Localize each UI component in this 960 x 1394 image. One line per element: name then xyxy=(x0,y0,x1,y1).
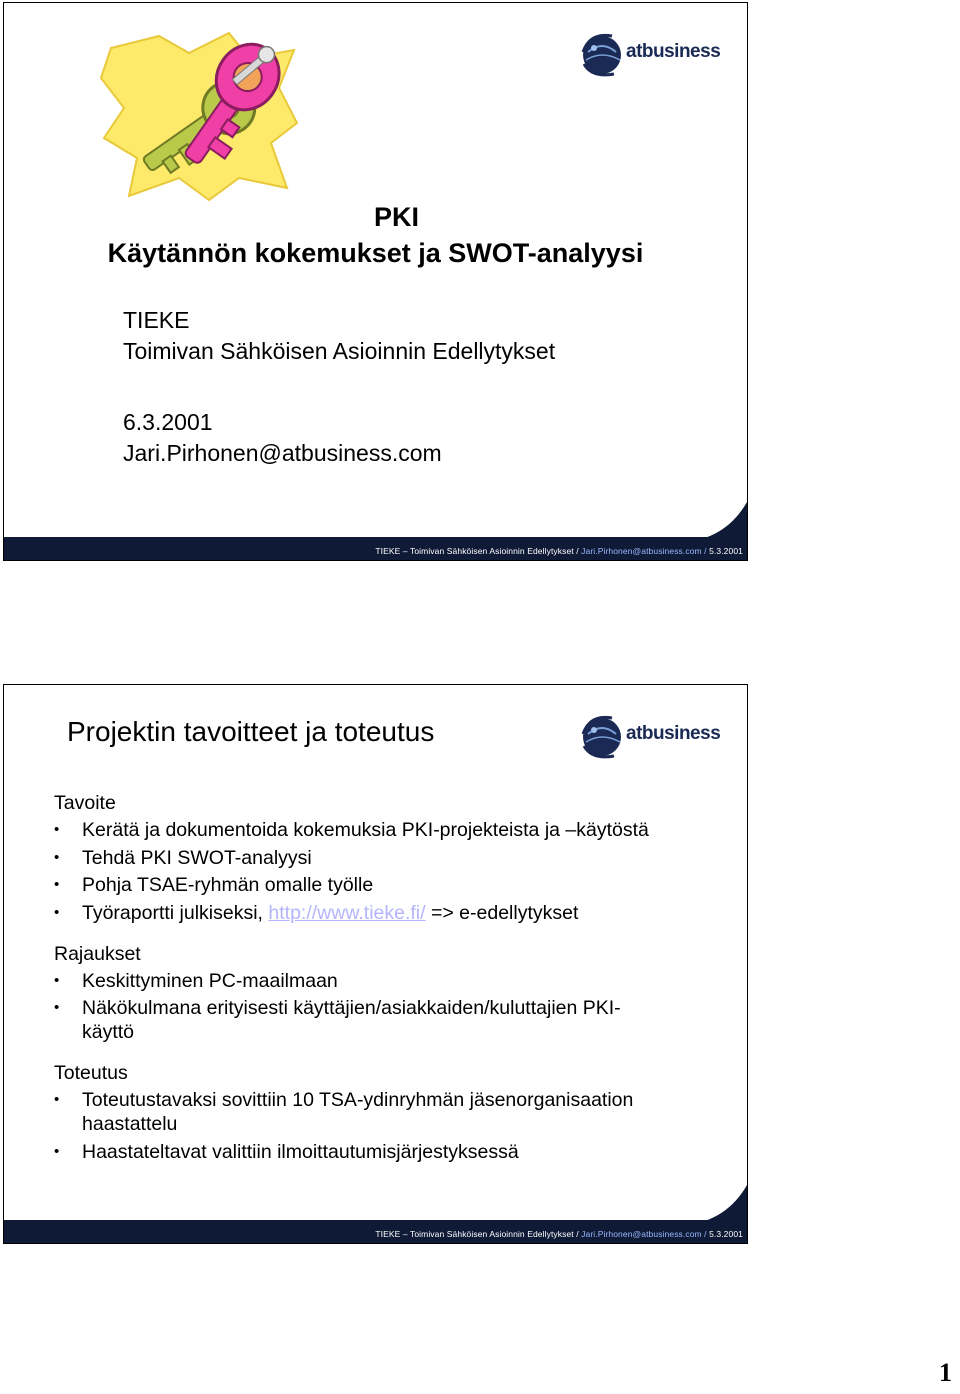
footer-event: TIEKE – Toimivan Sähköisen Asioinnin Edellytykset / xyxy=(375,546,582,556)
list-item xyxy=(54,873,694,897)
event-name: Toimivan Sähköisen Asioinnin Edellytykset xyxy=(123,338,556,364)
list-item-text: Pohja TSAE-ryhmän omalle työlle xyxy=(82,874,374,896)
author-email: Jari.Pirhonen@atbusiness.com xyxy=(123,440,442,466)
bullet-dot: • xyxy=(54,903,60,921)
title-slide xyxy=(3,2,748,561)
bullet-list xyxy=(54,1088,694,1164)
footer-text xyxy=(375,1229,743,1239)
footer-date: 5.3.2001 xyxy=(709,1229,743,1239)
section-implementation xyxy=(54,1061,694,1164)
logo-text: atbusiness xyxy=(626,723,721,744)
bullet-dot: • xyxy=(54,821,60,838)
footer-bar xyxy=(4,1220,747,1243)
section-heading: Rajaukset xyxy=(54,942,141,965)
slide-title xyxy=(4,199,747,271)
bullet-list xyxy=(54,818,694,925)
list-item-text: Toteutustavaksi sovittiin 10 TSA-ydinryhmän jäsenorganisaation haastattelu xyxy=(82,1089,634,1135)
keys-clipart xyxy=(99,28,299,203)
slide-body xyxy=(54,791,694,1181)
list-item xyxy=(54,901,694,925)
author-info xyxy=(123,407,442,469)
title-line-2: Käytännön kokemukset ja SWOT-analyysi xyxy=(107,238,644,268)
list-item xyxy=(54,969,694,993)
section-heading: Toteutus xyxy=(54,1062,128,1084)
logo-text: atbusiness xyxy=(626,41,721,62)
list-item xyxy=(54,846,694,870)
list-item-text-suffix: => e-edellytykset xyxy=(425,901,579,924)
event-info xyxy=(123,305,555,367)
list-item-text: Haastateltavat valittiin ilmoittautumisjärjestyksessä xyxy=(82,1140,519,1163)
section-heading: Tavoite xyxy=(54,792,116,814)
footer-date: 5.3.2001 xyxy=(709,546,743,556)
globe-icon xyxy=(580,30,626,78)
list-item-text: Keskittyminen PC-maailmaan xyxy=(82,969,338,992)
footer-text xyxy=(375,546,743,556)
list-item xyxy=(54,818,694,842)
title-line-1: PKI xyxy=(373,202,419,232)
bullet-dot: • xyxy=(54,1142,60,1160)
slide-title: Projektin tavoitteet ja toteutus xyxy=(67,716,435,747)
section-goal xyxy=(54,791,694,925)
bullet-list xyxy=(54,969,694,1045)
organization: TIEKE xyxy=(123,307,190,333)
content-slide xyxy=(3,684,748,1244)
globe-icon xyxy=(580,712,626,760)
bullet-dot: • xyxy=(54,848,60,866)
atbusiness-logo xyxy=(580,712,725,764)
footer-email-link[interactable]: Jari.Pirhonen@atbusiness.com / xyxy=(581,1229,710,1239)
page-number: 1 xyxy=(939,1358,952,1387)
list-item-text: Kerätä ja dokumentoida kokemuksia PKI-projekteista ja –käytöstä xyxy=(82,819,649,841)
bullet-dot: • xyxy=(54,999,60,1016)
tieke-link[interactable]: http://www.tieke.fi/ xyxy=(268,901,426,924)
list-item xyxy=(54,1088,694,1136)
bullet-dot: • xyxy=(54,971,60,989)
footer-swoosh xyxy=(687,1185,747,1225)
list-item xyxy=(54,996,694,1044)
list-item-text: Näkökulmana erityisesti käyttäjien/asiakkaiden/kuluttajien PKI-käyttö xyxy=(82,997,621,1043)
presentation-date: 6.3.2001 xyxy=(123,409,213,435)
list-item-text: Työraportti julkiseksi, xyxy=(82,901,269,924)
section-scope xyxy=(54,942,694,1045)
footer-email-link[interactable]: Jari.Pirhonen@atbusiness.com / xyxy=(581,546,710,556)
list-item xyxy=(54,1140,694,1164)
footer-swoosh xyxy=(687,502,747,542)
list-item-text: Tehdä PKI SWOT-analyysi xyxy=(82,846,312,869)
atbusiness-logo xyxy=(580,30,725,82)
footer-event: TIEKE – Toimivan Sähköisen Asioinnin Edellytykset / xyxy=(375,1229,582,1239)
footer-bar xyxy=(4,537,747,560)
bullet-dot: • xyxy=(54,1091,60,1108)
bullet-dot: • xyxy=(54,876,60,893)
